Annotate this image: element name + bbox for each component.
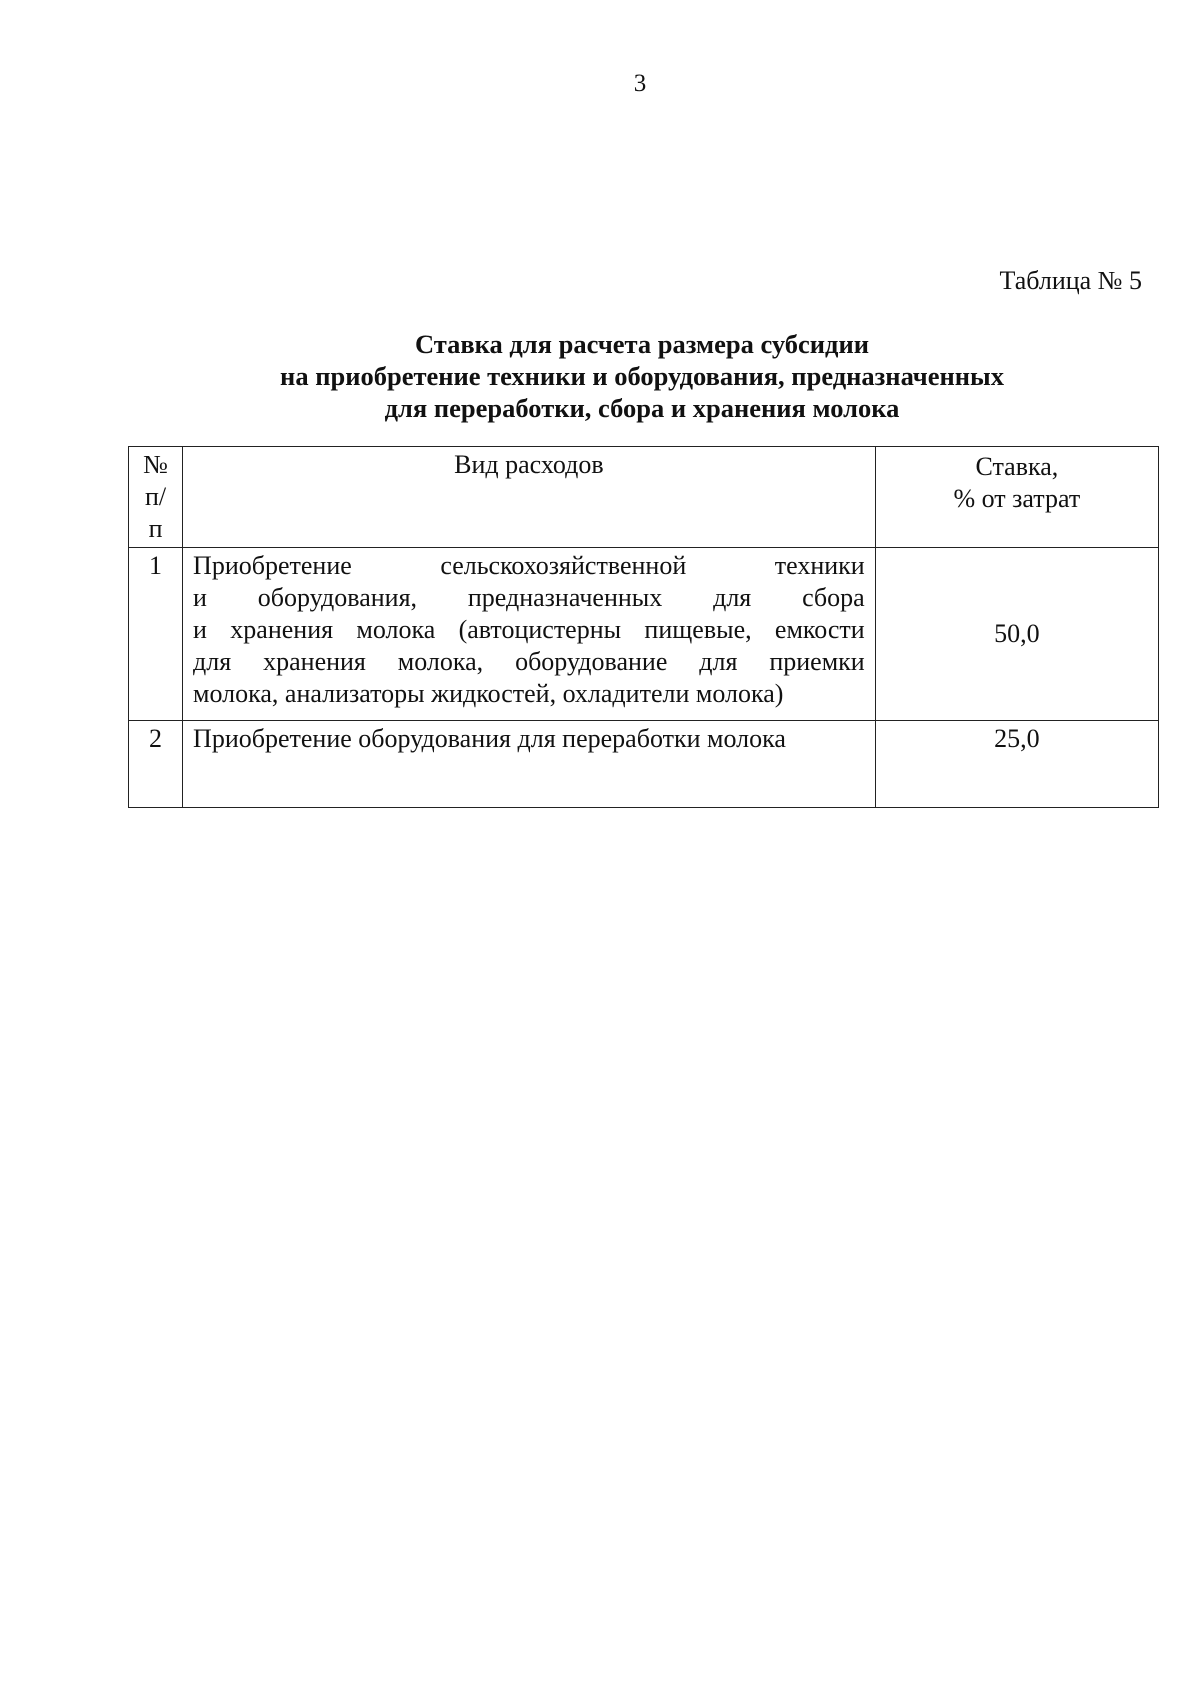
document-title (0, 328, 1200, 424)
header-number-line: № (143, 450, 168, 479)
row-description (183, 721, 876, 808)
table-label: Таблица № 5 (999, 266, 1142, 295)
description-line: Приобретение сельскохозяйственной техники (193, 551, 865, 580)
description-line: и оборудования, предназначенных для сбора (193, 583, 865, 612)
header-rate-line: Ставка, (975, 452, 1059, 481)
table-row (129, 721, 1159, 808)
row-rate: 25,0 (875, 721, 1158, 808)
row-description (183, 548, 876, 721)
row-number: 2 (129, 721, 183, 808)
row-number: 1 (129, 548, 183, 721)
description-line: Приобретение оборудования для переработки молока (193, 724, 786, 753)
description-line: для хранения молока, оборудование для приемки (193, 647, 865, 676)
description-line: и хранения молока (автоцистерны пищевые, емкости (193, 615, 865, 644)
header-number (129, 447, 183, 548)
description-line: молока, анализаторы жидкостей, охладители молока) (193, 679, 784, 708)
title-line: Ставка для расчета размера субсидии (414, 329, 870, 359)
table-header-row (129, 447, 1159, 548)
header-rate-line: % от затрат (953, 484, 1081, 513)
table-row (129, 548, 1159, 721)
title-line: на приобретение техники и оборудования, предназначенных (280, 361, 1004, 391)
header-number-line: п (148, 514, 163, 543)
title-line: для переработки, сбора и хранения молока (384, 393, 900, 423)
header-number-line: п/ (144, 482, 167, 511)
page-number: 3 (633, 70, 647, 97)
rates-table (128, 446, 1159, 808)
header-rate (875, 447, 1158, 548)
header-description: Вид расходов (183, 447, 876, 548)
row-rate: 50,0 (875, 548, 1158, 721)
